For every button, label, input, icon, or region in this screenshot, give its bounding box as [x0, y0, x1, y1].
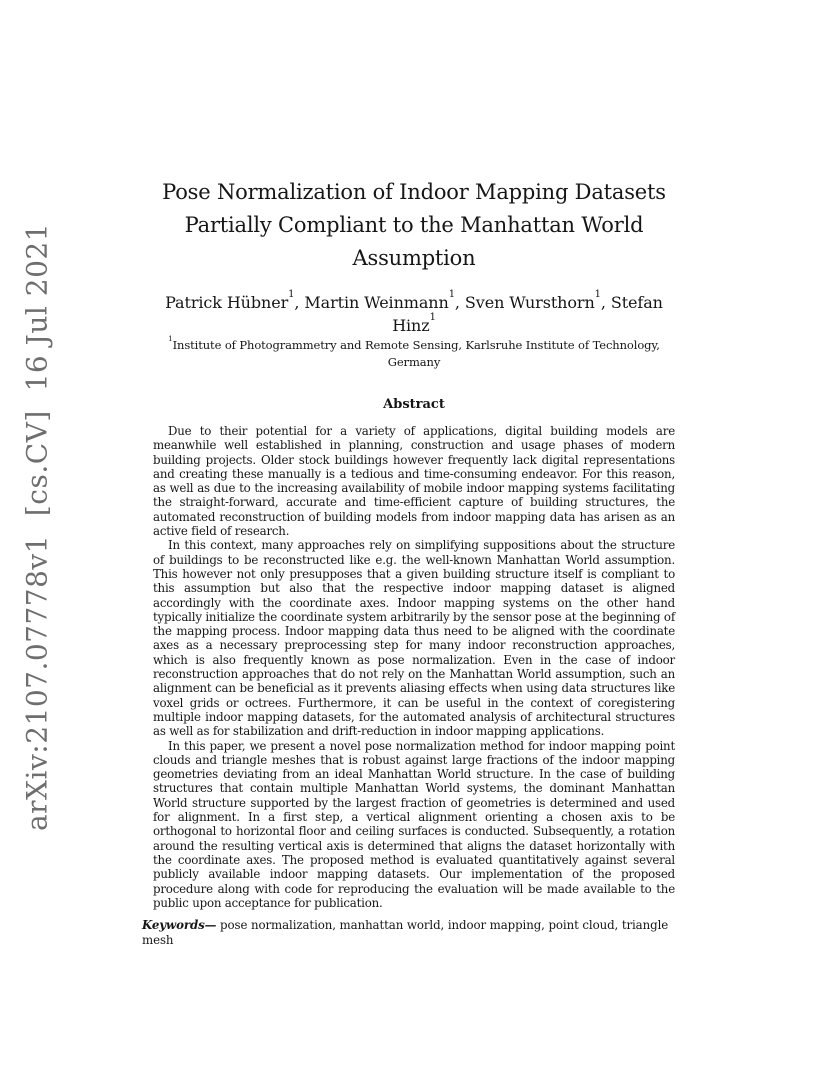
author-3-affiliation-mark: 1 [594, 289, 601, 301]
author-3 [464, 289, 601, 312]
title-line-3: Assumption [352, 246, 476, 270]
author-4-name: Stefan Hinz [392, 293, 663, 335]
author-2 [304, 289, 455, 312]
author-1 [165, 289, 295, 312]
title-line-2: Partially Compliant to the Manhattan World [184, 213, 644, 237]
author-line [142, 291, 686, 337]
abstract-paragraph-1: Due to their potential for a variety of applications, digital building models are meanwhile well established in planning, construction and usage phases of modern building projects. Older stock buildings however frequently lack digital representations and creating these manually is a tedious and time-consuming endeavor. For this reason, as well as due to the increasing availability of mobile indoor mapping systems facilitating the straight-forward, accurate and time-efficient capture of building structures, the automated reconstruction of building models from indoor mapping data has arisen as an active field of research. [153, 424, 675, 539]
author-1-name: Patrick Hübner [165, 293, 289, 312]
author-3-name: Sven Wursthorn [464, 293, 595, 312]
author-separator: , [294, 293, 305, 312]
author-4-affiliation-mark: 1 [429, 312, 436, 324]
author-2-name: Martin Weinmann [304, 293, 449, 312]
arxiv-watermark: arXiv:2107.07778v1 [cs.CV] 16 Jul 2021 [20, 222, 54, 832]
abstract-heading: Abstract [383, 397, 445, 412]
title-line-1: Pose Normalization of Indoor Mapping Datasets [162, 180, 666, 204]
keywords-text: pose normalization, manhattan world, indoor mapping, point cloud, triangle mesh [142, 918, 669, 948]
author-separator: , [454, 293, 465, 312]
author-separator: , [600, 293, 611, 312]
affiliation-mark: 1 [168, 333, 173, 343]
keywords-label: Keywords— [142, 918, 217, 933]
abstract-paragraph-2: In this context, many approaches rely on simplifying suppositions about the structure of buildings to be reconstructed like e.g. the well-known Manhattan World assumption. This however not only presupposes that a given building structure itself is compliant to this assumption but also that the respective indoor mapping dataset is aligned accordingly with the coordinate axes. Indoor mapping systems on the other hand typically initialize the coordinate system arbitrarily by the sensor pose at the beginning of the mapping process. Indoor mapping data thus need to be aligned with the coordinate axes as a necessary preprocessing step for many indoor reconstruction approaches, which is also frequently known as pose normalization. Even in the case of indoor reconstruction approaches that do not rely on the Manhattan World assumption, such an alignment can be beneficial as it prevents aliasing effects when using data structures like voxel grids or octrees. Furthermore, it can be useful in the context of coregistering multiple indoor mapping datasets, for the automated analysis of architectural structures as well as for stabilization and drift-reduction in indoor mapping applications. [153, 538, 675, 739]
affiliation-line [142, 333, 686, 371]
paper-content-column [142, 0, 686, 948]
abstract-section [153, 397, 675, 910]
affiliation-text: Institute of Photogrammetry and Remote Sensing, Karlsruhe Institute of Technology, Germany [172, 338, 660, 369]
paper-title [142, 176, 686, 275]
abstract-paragraph-3: In this paper, we present a novel pose normalization method for indoor mapping point clouds and triangle meshes that is robust against large fractions of the indoor mapping geometries deviating from an ideal Manhattan World structure. In the case of building structures that contain multiple Manhattan World systems, the dominant Manhattan World structure supported by the largest fraction of geometries is determined and used for alignment. In a first step, a vertical alignment orienting a chosen axis to be orthogonal to horizontal floor and ceiling surfaces is conducted. Subsequently, a rotation around the resulting vertical axis is determined that aligns the dataset horizontally with the coordinate axes. The proposed method is evaluated quantitatively against several publicly available indoor mapping datasets. Our implementation of the proposed procedure along with code for reproducing the evaluation will be made available to the public upon acceptance for publication. [153, 738, 675, 910]
author-1-affiliation-mark: 1 [288, 289, 295, 301]
author-2-affiliation-mark: 1 [448, 289, 455, 301]
keywords-line [142, 918, 686, 948]
